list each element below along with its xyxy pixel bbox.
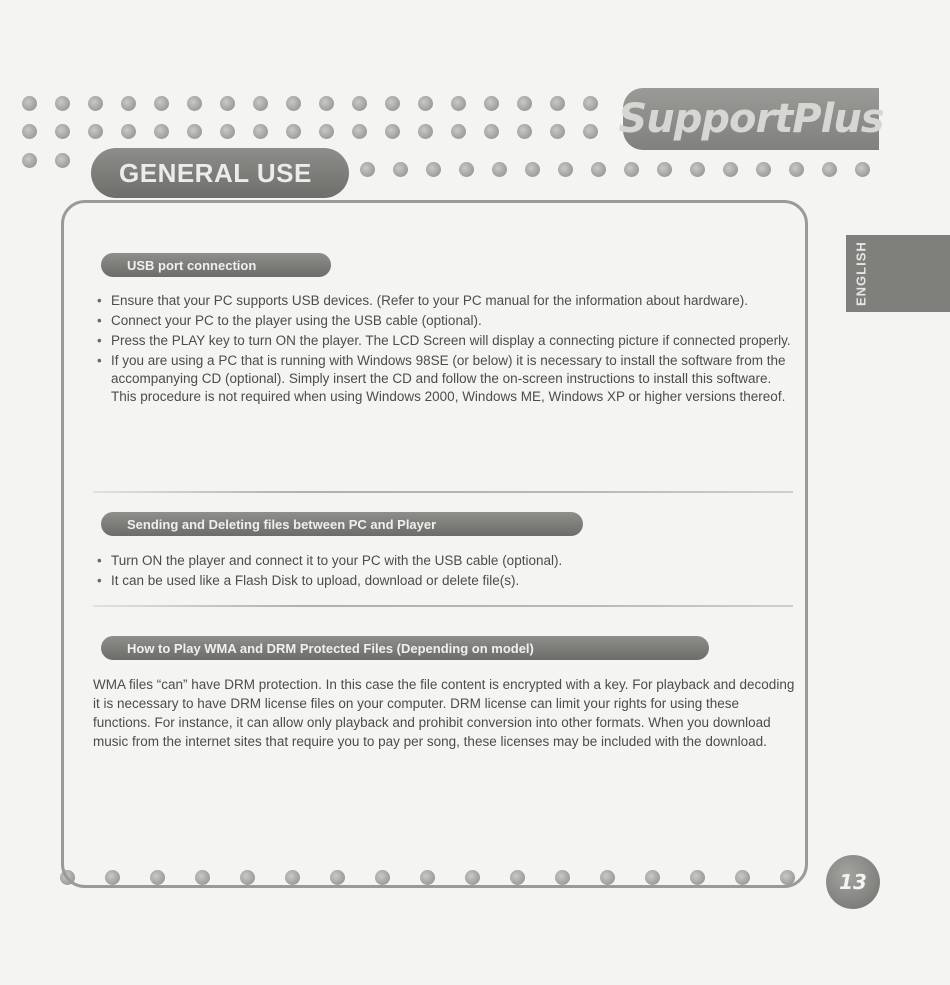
- language-tab: [846, 235, 950, 312]
- list-item: • Turn ON the player and connect it to your PC with the USB cable (optional).: [95, 552, 795, 570]
- sending-bullet-list: [95, 552, 795, 590]
- list-item: • It can be used like a Flash Disk to upload, download or delete file(s).: [95, 572, 795, 590]
- sending-heading-pill: [101, 512, 583, 536]
- dot-row-banner-left: [0, 153, 90, 173]
- wma-heading-pill: [101, 636, 709, 660]
- list-item: • Connect your PC to the player using the USB cable (optional).: [95, 312, 795, 330]
- dot-row-banner-right: [350, 162, 880, 182]
- sending-heading: Sending and Deleting files between PC and Player: [127, 516, 437, 532]
- usb-heading-pill: [101, 253, 331, 277]
- dot-row-top: [0, 96, 620, 116]
- section-title-banner: [91, 148, 349, 198]
- list-item: • If you are using a PC that is running with Windows 98SE (or below) it is necessary to install the software from the accompanying CD (optional). Simply insert the CD and follow the on-screen instructions to install this software. This procedure is not required when using Windows 2000, Windows ME, Windows XP or higher versions thereof.: [95, 352, 795, 406]
- section-divider: [93, 605, 793, 607]
- wma-paragraph: WMA files “can” have DRM protection. In this case the file content is encrypted with a key. For playback and decoding it is necessary to have DRM license files on your computer. DRM license can limit your rights for using these functions. For instance, it can allow only playback and prohibit conversion into other formats. When you download music from the internet sites that require you to pay per song, these licenses may be included with the download.: [93, 677, 795, 749]
- section-title: GENERAL USE: [119, 157, 312, 188]
- brand-name: SupportPlus: [618, 96, 884, 142]
- brand-logo: [618, 88, 884, 150]
- usb-heading: USB port connection: [127, 257, 257, 273]
- list-item: • Press the PLAY key to turn ON the player. The LCD Screen will display a connecting picture if connected properly.: [95, 332, 795, 350]
- usb-bullet-list: [95, 292, 795, 406]
- section-divider: [93, 491, 793, 493]
- language-label: ENGLISH: [853, 241, 869, 306]
- page-number-badge: [826, 855, 880, 909]
- list-item: • Ensure that your PC supports USB devices. (Refer to your PC manual for the information about hardware).: [95, 292, 795, 310]
- page-number: 13: [839, 870, 867, 894]
- wma-heading: How to Play WMA and DRM Protected Files (Depending on model): [127, 640, 534, 656]
- dot-row-middle: [0, 124, 620, 144]
